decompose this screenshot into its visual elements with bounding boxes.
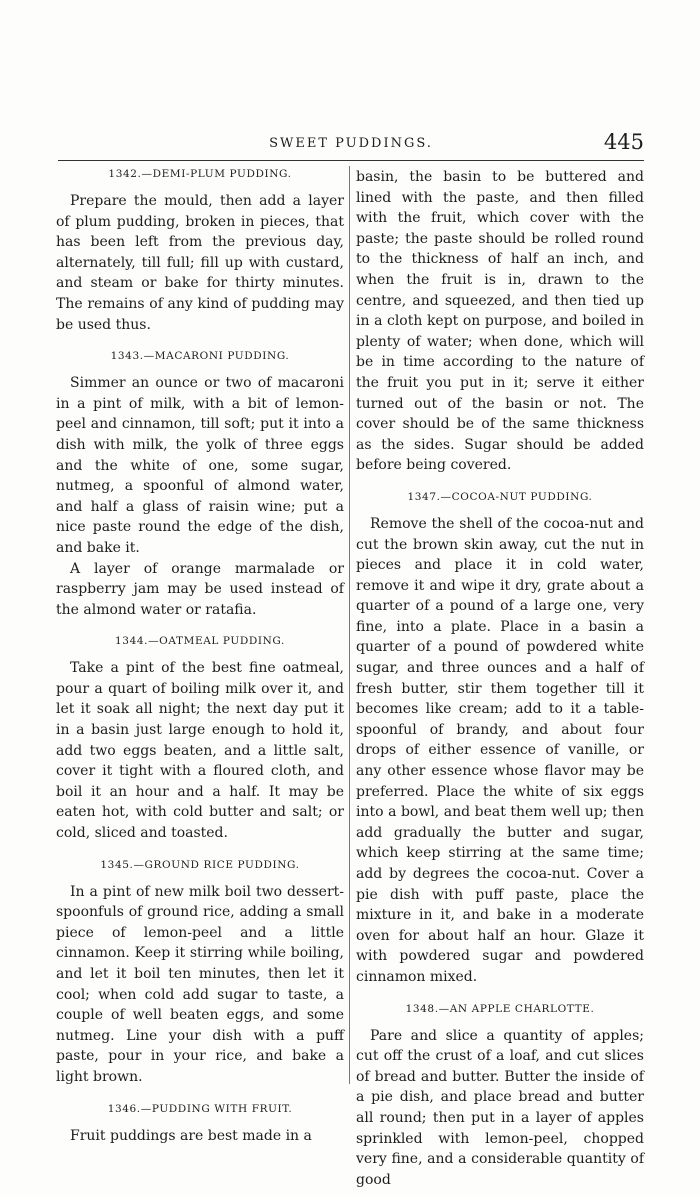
recipe-paragraph-1344: Take a pint of the best fine oatmeal, pour a quart of boiling milk over it, and let it soak all night; the next day put it in a basin just large enough to hold it, add two eggs beaten, and a little salt, cover it tight with a floured cloth, and boil it an hour and a half. It may be eaten hot, with cold butter and salt; or cold, sliced and toasted. <box>56 660 344 842</box>
recipe-heading-1343: 1343.—MACARONI PUDDING. <box>110 350 290 363</box>
recipe-heading-1344: 1344.—OATMEAL PUDDING. <box>115 635 285 648</box>
header-rule <box>58 160 644 161</box>
recipe-paragraph-1347: Remove the shell of the cocoa-nut and cut the brown skin away, cut the nut in pieces and place it in cold water, remove it and wipe it dry, grate about a quarter of a pound of a large one, very fine, into a plate. Place in a basin a quarter of a pound of powdered white sugar, and three ounces and a half of fresh butter, stir them together till it becomes like cream; add to it a table-spoonful of brandy, and about four drops of either essence of vanille, or any other essence whose flavor may be preferred. Place the white of six eggs into a bowl, and beat them well up; then add gradually the butter and sugar, which keep stirring at the same time; add by degrees the cocoa-nut. Cover a pie dish with puff paste, place the mixture in it, and bake in a moderate oven for about half an hour. Glaze it with powdered sugar and powdered cinnamon mixed. <box>356 515 644 985</box>
recipe-paragraph-1346-continued: basin, the basin to be buttered and lined with the paste, and then filled with the fruit, which cover with the paste; the paste should be rolled round to the thickness of half an inch, and when the fruit is in, drawn to the centre, and squeezed, and then tied up in a cloth kept on purpose, and boiled in plenty of water; when done, which will be in time according to the nature of the fruit you put in it; serve it either turned out of the basin or not. The cover should be of the same thickness as the sides. Sugar should be added before being covered. <box>356 169 644 474</box>
recipe-paragraph-1343-b: A layer of orange marmalade or raspberry jam may be used instead of the almond water or ratafia. <box>56 560 344 618</box>
left-column <box>56 167 344 1146</box>
recipe-paragraph-1345: In a pint of new milk boil two dessert-spoonfuls of ground rice, adding a small piece of lemon-peel and a little cinnamon. Keep it stirring while boiling, and let it boil ten minutes, then let it cool; when cold add sugar to taste, a couple of well beaten eggs, and some nutmeg. Line your dish with a puff paste, pour in your rice, and bake a light brown. <box>56 883 344 1085</box>
running-title: SWEET PUDDINGS. <box>269 136 433 151</box>
recipe-paragraph-1342: Prepare the mould, then add a layer of plum pudding, broken in pieces, that has been left from the previous day, alternately, till full; fill up with custard, and steam or bake for thirty minutes. The remains of any kind of pudding may be used thus. <box>56 193 344 333</box>
page-number: 445 <box>603 130 644 154</box>
recipe-paragraph-1348: Pare and slice a quantity of apples; cut off the crust of a loaf, and cut slices of bread and butter. Butter the inside of a pie dish, and place bread and butter all round; then put in a layer of apples sprinkled with lemon-peel, chopped very fine, and a considerable quantity of good <box>356 1027 644 1188</box>
right-column <box>356 167 644 1190</box>
recipe-heading-1346: 1346.—PUDDING WITH FRUIT. <box>107 1102 293 1115</box>
recipe-heading-1345: 1345.—GROUND RICE PUDDING. <box>100 858 300 871</box>
column-divider <box>349 166 350 1084</box>
recipe-heading-1347: 1347.—COCOA-NUT PUDDING. <box>407 490 593 503</box>
recipe-paragraph-1346: Fruit puddings are best made in a <box>70 1127 312 1144</box>
recipe-heading-1342: 1342.—DEMI-PLUM PUDDING. <box>108 168 292 180</box>
running-head <box>58 130 644 160</box>
recipe-heading-1348: 1348.—AN APPLE CHARLOTTE. <box>405 1002 595 1015</box>
recipe-paragraph-1343: Simmer an ounce or two of macaroni in a pint of milk, with a bit of lemon-peel and cinnamon, till soft; put it into a dish with milk, the yolk of three eggs and the white of one, some sugar, nutmeg, a spoonful of almond water, and half a glass of raisin wine; put a nice paste round the edge of the dish, and bake it. <box>56 375 344 556</box>
